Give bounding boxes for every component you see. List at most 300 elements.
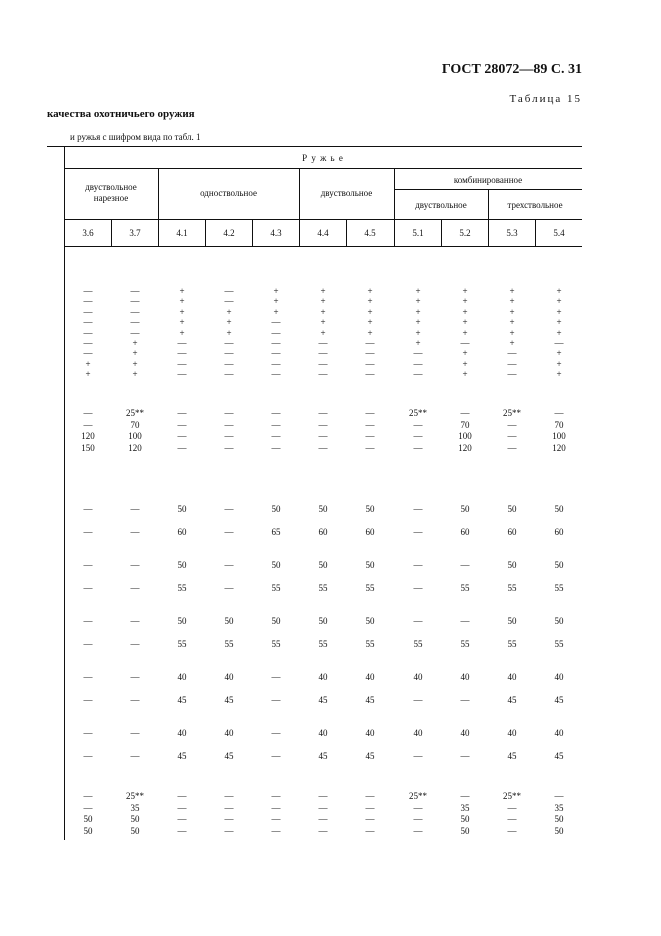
table-cell: — xyxy=(413,369,423,380)
table-cell: — xyxy=(318,369,328,380)
header-combined-triple: трехствольное xyxy=(507,200,563,210)
table-cell: — xyxy=(271,672,281,682)
table-cell: — xyxy=(460,750,470,761)
table-cell: — xyxy=(365,442,375,453)
table-cell: 40 xyxy=(460,728,470,738)
header-combined-double: двуствольное xyxy=(415,200,467,210)
table-cell: 50 xyxy=(177,504,187,514)
table-cell: — xyxy=(271,317,281,328)
column-divider xyxy=(252,219,253,246)
table-cell: — xyxy=(224,286,234,296)
table-cell: + xyxy=(556,296,562,307)
table-cell: 35 xyxy=(460,802,470,813)
table-cell: 55 xyxy=(554,638,564,649)
table-cell: — xyxy=(83,317,93,328)
table-cell: — xyxy=(271,358,281,369)
table-cell: — xyxy=(83,560,93,570)
table-cell: — xyxy=(130,306,140,317)
table-cell: + xyxy=(273,306,279,317)
table-cell: — xyxy=(224,358,234,369)
table-cell: 45 xyxy=(365,750,375,761)
table-cell: — xyxy=(224,348,234,359)
table-cell: — xyxy=(318,348,328,359)
table-cell: — xyxy=(83,694,93,705)
column-number: 5.2 xyxy=(459,228,471,238)
table-cell: 50 xyxy=(365,616,375,626)
table-cell: + xyxy=(367,327,373,338)
table-cell: 40 xyxy=(224,672,234,682)
table-cell: — xyxy=(413,431,423,441)
table-cell: + xyxy=(273,286,279,296)
table-cell: 120 xyxy=(458,442,472,453)
table-cell: — xyxy=(318,814,328,824)
table-cell: 55 xyxy=(507,638,517,649)
table-cell: + xyxy=(320,327,326,338)
column-number: 4.3 xyxy=(270,228,282,238)
table-cell: 40 xyxy=(507,672,517,682)
table-cell: + xyxy=(509,317,515,328)
table-cell: 45 xyxy=(177,750,187,761)
table-cell: — xyxy=(224,526,234,537)
table-cell: + xyxy=(179,286,185,296)
table-cell: 50 xyxy=(271,504,281,514)
table-cell: + xyxy=(556,327,562,338)
header-guns: Р у ж ь е xyxy=(302,153,344,163)
table-cell: — xyxy=(365,408,375,418)
table-cell: — xyxy=(224,296,234,307)
subtitle: и ружья с шифром вида по табл. 1 xyxy=(70,132,201,142)
column-number: 4.1 xyxy=(176,228,188,238)
header-combined: комбинированное xyxy=(453,175,523,185)
table-cell: — xyxy=(271,750,281,761)
table-cell: 55 xyxy=(271,582,281,593)
table-cell: — xyxy=(365,358,375,369)
table-cell: 60 xyxy=(177,526,187,537)
table-cell: — xyxy=(224,419,234,430)
table-cell: + xyxy=(556,286,562,296)
table-cell: + xyxy=(320,306,326,317)
table-cell: 45 xyxy=(318,694,328,705)
table-cell: 40 xyxy=(365,728,375,738)
table-cell: — xyxy=(224,814,234,824)
table-cell: — xyxy=(224,431,234,441)
table-cell: 150 xyxy=(81,442,95,453)
table-cell: + xyxy=(509,306,515,317)
number-line-top xyxy=(64,219,582,220)
table-cell: + xyxy=(132,348,138,359)
header-single: одноствольное xyxy=(200,188,257,198)
table-cell: 50 xyxy=(177,560,187,570)
table-cell: 50 xyxy=(554,814,564,824)
table-cell: 50 xyxy=(554,616,564,626)
table-cell: 120 xyxy=(81,431,95,441)
table-cell: + xyxy=(462,358,468,369)
table-cell: 45 xyxy=(224,694,234,705)
table-cell: 40 xyxy=(413,728,423,738)
table-cell: 45 xyxy=(507,694,517,705)
column-divider xyxy=(535,219,536,246)
table-cell: — xyxy=(271,338,281,348)
table-cell: + xyxy=(462,317,468,328)
table-cell: + xyxy=(415,327,421,338)
table-cell: — xyxy=(224,582,234,593)
table-cell: + xyxy=(179,327,185,338)
table-cell: — xyxy=(130,504,140,514)
table-cell: — xyxy=(83,802,93,813)
table-cell: 60 xyxy=(554,526,564,537)
table-cell: 70 xyxy=(460,419,470,430)
table-cell: — xyxy=(224,825,234,836)
table-cell: 45 xyxy=(554,694,564,705)
table-cell: + xyxy=(273,296,279,307)
table-cell: — xyxy=(507,431,517,441)
table-cell: — xyxy=(413,582,423,593)
table-cell: — xyxy=(507,802,517,813)
table-cell: — xyxy=(507,825,517,836)
table-cell: — xyxy=(83,672,93,682)
column-number: 3.6 xyxy=(82,228,94,238)
table-cell: — xyxy=(83,286,93,296)
table-label: Таблица 15 xyxy=(509,93,582,105)
table-top-line xyxy=(47,146,582,147)
table-cell: — xyxy=(460,560,470,570)
table-cell: — xyxy=(224,442,234,453)
table-cell: + xyxy=(179,317,185,328)
table-cell: + xyxy=(226,317,232,328)
table-left-border xyxy=(64,146,65,840)
table-cell: — xyxy=(413,504,423,514)
table-cell: — xyxy=(224,338,234,348)
table-cell: + xyxy=(556,317,562,328)
table-cell: — xyxy=(177,358,187,369)
table-cell: 40 xyxy=(177,728,187,738)
table-cell: — xyxy=(460,616,470,626)
table-cell: 25** xyxy=(409,408,427,418)
table-cell: — xyxy=(271,825,281,836)
column-number: 4.5 xyxy=(364,228,376,238)
table-cell: 40 xyxy=(318,672,328,682)
table-cell: — xyxy=(177,369,187,380)
table-cell: — xyxy=(177,431,187,441)
header-double-rifled: двуствольное нарезное xyxy=(85,182,137,203)
table-cell: — xyxy=(318,802,328,813)
table-cell: 50 xyxy=(365,560,375,570)
table-cell: + xyxy=(226,306,232,317)
table-cell: — xyxy=(271,419,281,430)
table-cell: 45 xyxy=(554,750,564,761)
table-cell: 100 xyxy=(552,431,566,441)
table-cell: — xyxy=(83,582,93,593)
table-cell: + xyxy=(556,348,562,359)
table-cell: 120 xyxy=(128,442,142,453)
table-cell: + xyxy=(226,327,232,338)
table-cell: — xyxy=(365,348,375,359)
table-cell: — xyxy=(271,348,281,359)
table-cell: 25** xyxy=(409,791,427,801)
table-cell: 100 xyxy=(128,431,142,441)
table-cell: — xyxy=(224,369,234,380)
table-cell: + xyxy=(462,348,468,359)
table-cell: 55 xyxy=(318,638,328,649)
table-cell: — xyxy=(365,791,375,801)
table-cell: — xyxy=(130,616,140,626)
table-cell: — xyxy=(130,327,140,338)
table-cell: — xyxy=(130,317,140,328)
table-cell: 55 xyxy=(271,638,281,649)
table-cell: 100 xyxy=(458,431,472,441)
table-cell: — xyxy=(365,431,375,441)
table-cell: — xyxy=(83,408,93,418)
table-cell: 25** xyxy=(503,791,521,801)
table-cell: 50 xyxy=(507,504,517,514)
table-cell: — xyxy=(413,358,423,369)
table-cell: 50 xyxy=(271,560,281,570)
section-title: качества охотничьего оружия xyxy=(47,108,195,120)
table-cell: — xyxy=(271,327,281,338)
table-cell: + xyxy=(85,369,91,380)
table-cell: 45 xyxy=(177,694,187,705)
table-cell: 50 xyxy=(554,825,564,836)
header-double: двуствольное xyxy=(320,188,373,198)
table-cell: — xyxy=(271,408,281,418)
table-cell: — xyxy=(554,791,564,801)
table-cell: 50 xyxy=(83,825,93,836)
table-cell: — xyxy=(460,408,470,418)
table-cell: — xyxy=(365,802,375,813)
table-cell: 50 xyxy=(130,814,140,824)
group-line xyxy=(64,168,582,169)
table-cell: 55 xyxy=(413,638,423,649)
column-divider xyxy=(205,219,206,246)
table-cell: 55 xyxy=(318,582,328,593)
table-cell: 55 xyxy=(177,582,187,593)
table-cell: 40 xyxy=(177,672,187,682)
table-cell: — xyxy=(507,814,517,824)
table-cell: — xyxy=(413,814,423,824)
column-number: 4.4 xyxy=(317,228,329,238)
table-cell: + xyxy=(556,358,562,369)
table-cell: — xyxy=(318,791,328,801)
table-cell: 50 xyxy=(318,504,328,514)
table-cell: — xyxy=(413,825,423,836)
table-cell: — xyxy=(83,327,93,338)
table-cell: 40 xyxy=(507,728,517,738)
table-cell: — xyxy=(224,802,234,813)
table-cell: 55 xyxy=(554,582,564,593)
divider-combined-sub xyxy=(488,189,489,246)
table-cell: + xyxy=(320,317,326,328)
table-cell: — xyxy=(318,358,328,369)
table-cell: + xyxy=(179,306,185,317)
table-cell: — xyxy=(413,442,423,453)
page-header: ГОСТ 28072—89 С. 31 xyxy=(441,62,582,77)
table-cell: — xyxy=(460,791,470,801)
table-cell: 60 xyxy=(318,526,328,537)
table-cell: — xyxy=(130,672,140,682)
column-divider xyxy=(441,219,442,246)
table-cell: — xyxy=(460,338,470,348)
table-cell: — xyxy=(83,616,93,626)
table-cell: — xyxy=(271,369,281,380)
table-cell: — xyxy=(130,638,140,649)
table-cell: + xyxy=(367,286,373,296)
table-cell: 55 xyxy=(460,582,470,593)
column-number: 5.3 xyxy=(506,228,518,238)
table-cell: — xyxy=(318,338,328,348)
table-cell: — xyxy=(318,825,328,836)
table-cell: 55 xyxy=(177,638,187,649)
table-cell: + xyxy=(415,306,421,317)
table-cell: — xyxy=(224,560,234,570)
table-cell: + xyxy=(85,358,91,369)
table-cell: + xyxy=(320,286,326,296)
table-cell: + xyxy=(509,338,515,348)
table-cell: — xyxy=(413,694,423,705)
table-cell: 35 xyxy=(130,802,140,813)
table-cell: — xyxy=(271,791,281,801)
table-cell: 50 xyxy=(177,616,187,626)
table-cell: — xyxy=(83,306,93,317)
table-cell: 55 xyxy=(365,638,375,649)
table-cell: — xyxy=(83,750,93,761)
table-cell: — xyxy=(318,419,328,430)
table-cell: — xyxy=(271,802,281,813)
table-cell: — xyxy=(83,728,93,738)
table-cell: 40 xyxy=(460,672,470,682)
table-cell: + xyxy=(320,296,326,307)
table-cell: + xyxy=(415,317,421,328)
table-cell: — xyxy=(177,408,187,418)
table-cell: 50 xyxy=(507,560,517,570)
column-divider xyxy=(346,219,347,246)
table-cell: — xyxy=(271,694,281,705)
table-cell: 40 xyxy=(365,672,375,682)
table-cell: + xyxy=(509,327,515,338)
table-cell: — xyxy=(130,526,140,537)
table-cell: — xyxy=(365,419,375,430)
table-cell: 50 xyxy=(460,504,470,514)
table-cell: — xyxy=(507,369,517,380)
table-cell: + xyxy=(367,306,373,317)
table-cell: — xyxy=(413,802,423,813)
table-cell: — xyxy=(130,728,140,738)
divider-after-single xyxy=(299,168,300,246)
table-cell: 50 xyxy=(460,825,470,836)
table-cell: — xyxy=(507,442,517,453)
table-cell: 50 xyxy=(460,814,470,824)
table-cell: + xyxy=(462,286,468,296)
table-cell: 45 xyxy=(318,750,328,761)
table-cell: 40 xyxy=(318,728,328,738)
table-cell: 55 xyxy=(224,638,234,649)
table-cell: + xyxy=(556,306,562,317)
table-cell: 25** xyxy=(503,408,521,418)
table-cell: 70 xyxy=(130,419,140,430)
table-cell: — xyxy=(83,296,93,307)
table-cell: — xyxy=(224,504,234,514)
table-cell: — xyxy=(130,750,140,761)
table-cell: — xyxy=(365,825,375,836)
table-cell: — xyxy=(318,431,328,441)
table-cell: — xyxy=(365,369,375,380)
table-cell: + xyxy=(462,369,468,380)
table-cell: 40 xyxy=(224,728,234,738)
table-cell: + xyxy=(132,338,138,348)
table-cell: — xyxy=(413,419,423,430)
table-cell: 45 xyxy=(365,694,375,705)
table-cell: — xyxy=(130,560,140,570)
table-cell: — xyxy=(83,504,93,514)
table-cell: 35 xyxy=(554,802,564,813)
table-cell: 50 xyxy=(554,560,564,570)
table-cell: — xyxy=(507,358,517,369)
table-cell: 50 xyxy=(318,560,328,570)
table-cell: — xyxy=(83,419,93,430)
table-cell: — xyxy=(177,348,187,359)
table-cell: + xyxy=(132,369,138,380)
table-cell: 60 xyxy=(507,526,517,537)
table-cell: 55 xyxy=(365,582,375,593)
table-cell: + xyxy=(509,286,515,296)
number-line-bottom xyxy=(64,246,582,247)
table-cell: 50 xyxy=(271,616,281,626)
table-cell: — xyxy=(177,802,187,813)
table-cell: 50 xyxy=(318,616,328,626)
table-cell: — xyxy=(413,526,423,537)
table-cell: 25** xyxy=(126,791,144,801)
table-cell: — xyxy=(365,338,375,348)
table-cell: — xyxy=(271,442,281,453)
table-cell: — xyxy=(83,338,93,348)
table-cell: 50 xyxy=(554,504,564,514)
table-cell: — xyxy=(460,694,470,705)
table-cell: — xyxy=(224,408,234,418)
table-cell: — xyxy=(413,348,423,359)
table-cell: — xyxy=(130,296,140,307)
table-cell: 50 xyxy=(83,814,93,824)
table-cell: — xyxy=(271,814,281,824)
divider-after-double-rifled xyxy=(158,168,159,246)
table-cell: + xyxy=(462,306,468,317)
table-cell: — xyxy=(413,750,423,761)
column-divider xyxy=(111,219,112,246)
table-cell: — xyxy=(177,419,187,430)
column-number: 4.2 xyxy=(223,228,235,238)
table-cell: — xyxy=(177,338,187,348)
table-cell: — xyxy=(507,419,517,430)
table-cell: — xyxy=(83,348,93,359)
table-cell: 55 xyxy=(507,582,517,593)
table-cell: 70 xyxy=(554,419,564,430)
table-cell: 45 xyxy=(224,750,234,761)
table-cell: — xyxy=(83,638,93,649)
table-cell: + xyxy=(179,296,185,307)
table-cell: — xyxy=(271,728,281,738)
table-cell: — xyxy=(507,348,517,359)
table-cell: + xyxy=(462,327,468,338)
table-cell: + xyxy=(462,296,468,307)
column-number: 5.4 xyxy=(553,228,565,238)
table-cell: — xyxy=(413,560,423,570)
table-cell: + xyxy=(367,296,373,307)
table-cell: 50 xyxy=(130,825,140,836)
table-cell: + xyxy=(509,296,515,307)
table-cell: 60 xyxy=(460,526,470,537)
table-cell: + xyxy=(132,358,138,369)
table-cell: + xyxy=(367,317,373,328)
column-number: 3.7 xyxy=(129,228,141,238)
table-cell: — xyxy=(130,694,140,705)
